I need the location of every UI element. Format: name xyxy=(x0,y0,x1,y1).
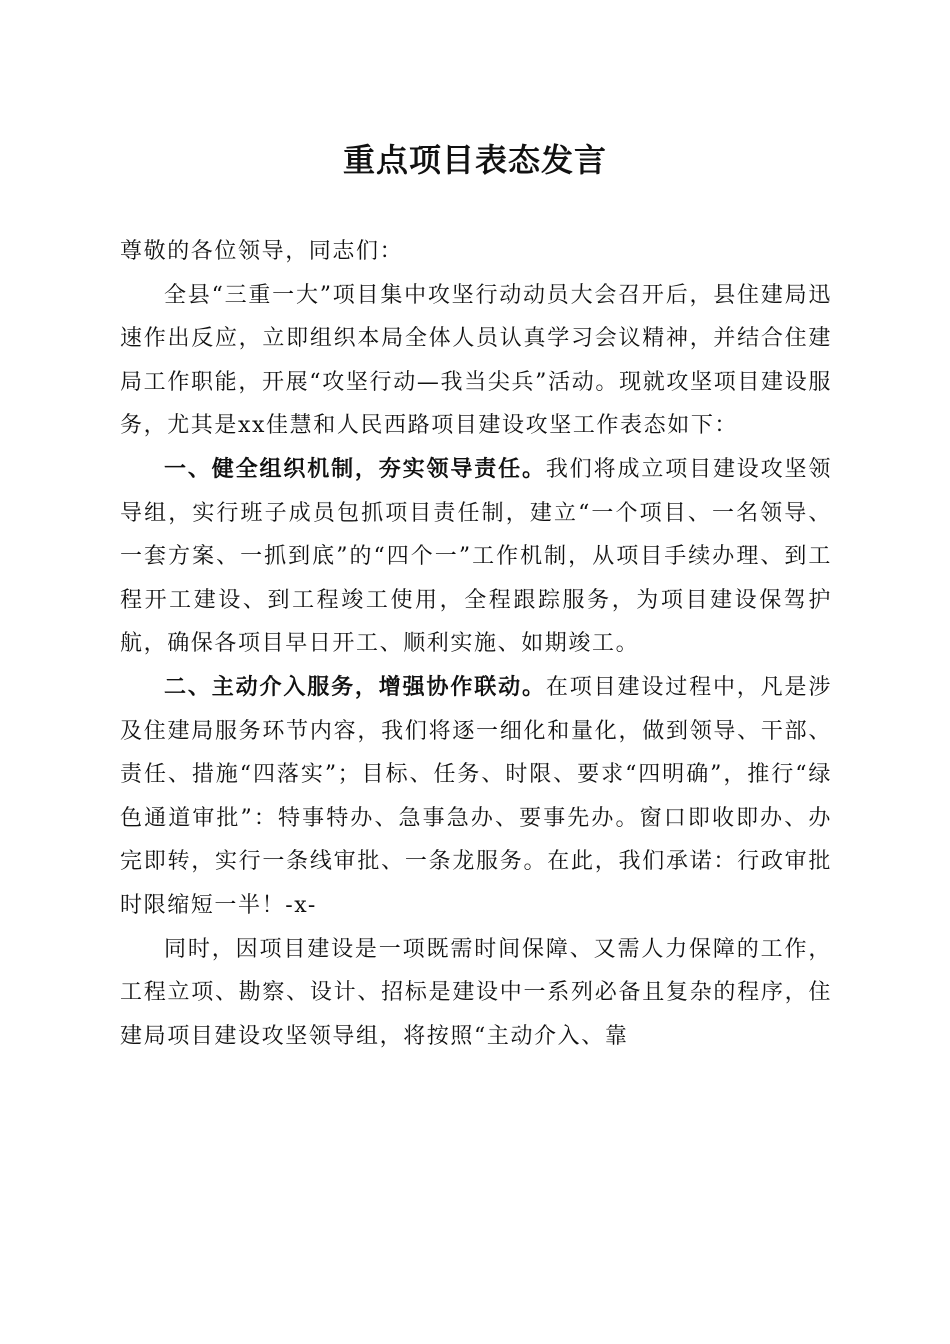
paragraph-3: 同时，因项目建设是一项既需时间保障、又需人力保障的工作，工程立项、勘察、设计、招标是建设中一系列必备且复杂的程序，住建局项目建设攻坚领导组，将按照“主动介入、靠 xyxy=(120,936,832,1049)
document-title: 重点项目表态发言 xyxy=(342,141,607,179)
section-1-paragraph xyxy=(120,448,832,666)
section-1-heading: 一、健全组织机制，夯实领导责任。 xyxy=(164,456,546,482)
salutation: 尊敬的各位领导，同志们： xyxy=(120,239,404,264)
section-1-text: 我们将成立项目建设攻坚领导组，实行班子成员包抓项目责任制，建立“一个项目、一名领导、一套方案、一抓到底”的“四个一”工作机制，从项目手续办理、到工程开工建设、到工程竣工使用，全程跟踪服务，为项目建设保驾护航，确保各项目早日开工、顺利实施、如期竣工。 xyxy=(120,456,833,657)
document-body xyxy=(120,230,832,1058)
section-2-text: 在项目建设过程中，凡是涉及住建局服务环节内容，我们将逐一细化和量化，做到领导、干部、责任、措施“四落实”；目标、任务、时限、要求“四明确”，推行“绿色通道审批”：特事特办、急事急办、要事先办。窗口即收即办、办完即转，实行一条线审批、一条龙服务。在此，我们承诺：行政审批时限缩短一半！-x- xyxy=(120,674,833,918)
section-2-heading: 二、主动介入服务，增强协作联动。 xyxy=(164,674,546,700)
intro-paragraph: 全县“三重一大”项目集中攻坚行动动员大会召开后，县住建局迅速作出反应，立即组织本局全体人员认真学习会议精神，并结合住建局工作职能，开展“攻坚行动—我当尖兵”活动。现就攻坚项目建设服务，尤其是xx佳慧和人民西路项目建设攻坚工作表态如下： xyxy=(120,282,832,439)
section-2-paragraph xyxy=(120,666,832,928)
